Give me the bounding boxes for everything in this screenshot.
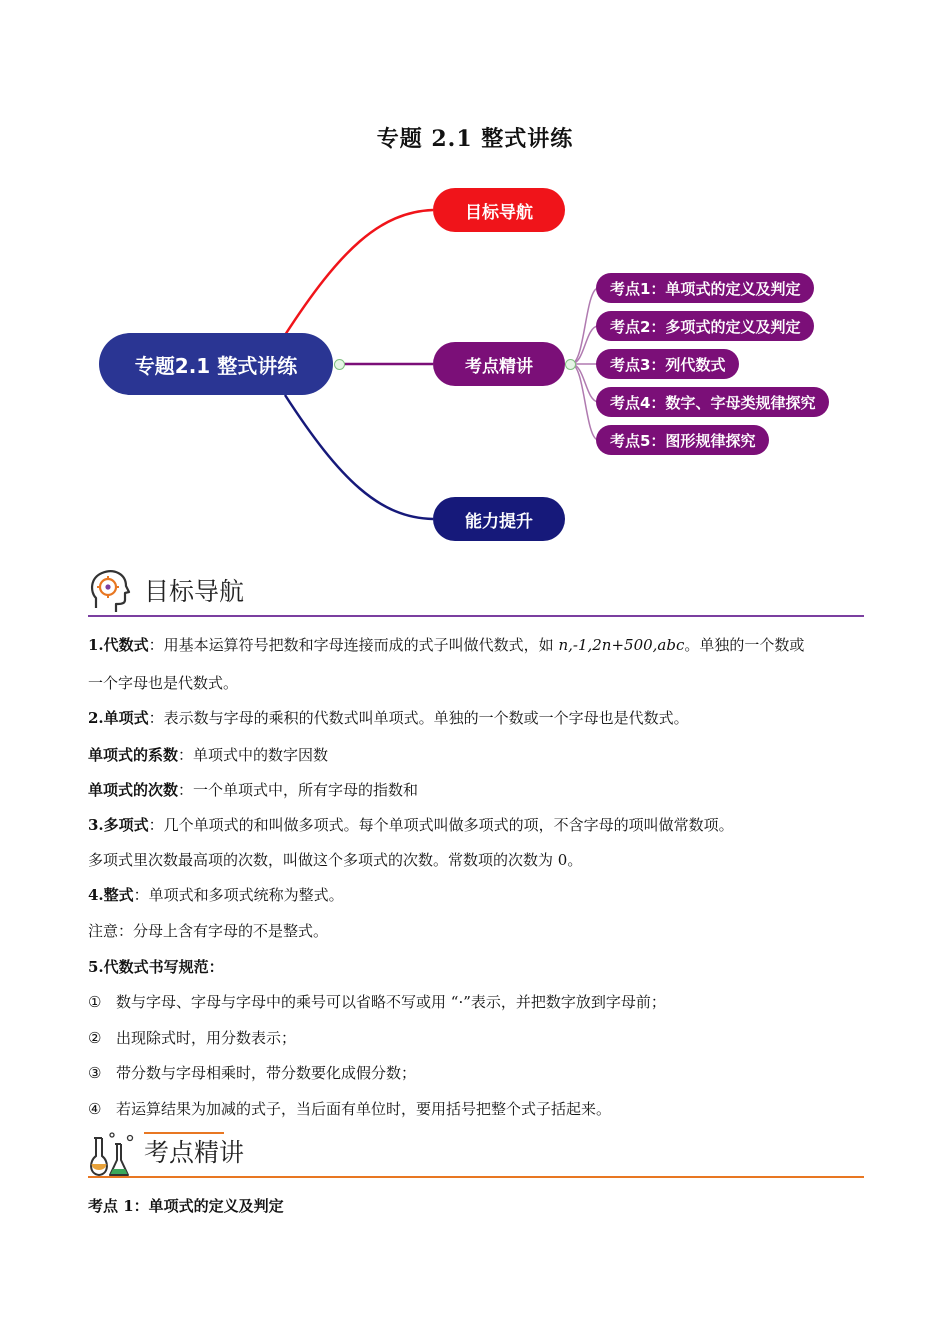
mindmap-leaf-point4: 考点4：数字、字母类规律探究	[596, 387, 829, 417]
rule-mark: ④	[88, 1100, 102, 1118]
section-points-rule	[88, 1176, 864, 1178]
def1-line2: 一个字母也是代数式。	[88, 674, 239, 692]
coef-label: 单项式的系数	[88, 746, 179, 764]
section-points-underline	[144, 1132, 224, 1134]
rule-mark: ①	[88, 993, 102, 1011]
rule-item-1	[88, 991, 666, 1012]
mindmap-points-connector-dot	[565, 359, 576, 370]
rule-text: 出现除式时，用分数表示；	[116, 1029, 297, 1047]
note-line: 注意：分母上含有字母的不是整式。	[88, 922, 329, 940]
def2-text: ：表示数与字母的乘积的代数式叫单项式。单独的一个数或一个字母也是代数式。	[148, 709, 689, 727]
def1-text-b: 。单独的一个数或	[684, 636, 805, 654]
page-title: 专题 2.1 整式讲练	[376, 126, 574, 152]
mindmap-leaf-point5: 考点5：图形规律探究	[596, 425, 769, 455]
rule-mark: ③	[88, 1064, 102, 1082]
def1-text-a: ：用基本运算符号把数和字母连接而成的式子叫做代数式，如	[148, 636, 559, 654]
mindmap-root-connector-dot	[334, 359, 345, 370]
def1-line	[88, 634, 804, 655]
def3-label: 3.多项式	[88, 816, 149, 834]
def4-text: ：单项式和多项式统称为整式。	[133, 886, 344, 904]
coef-text: ：单项式中的数字因数	[178, 746, 329, 764]
section-points-title: 考点精讲	[144, 1138, 245, 1167]
rule-item-2	[88, 1027, 296, 1048]
mindmap-branch-points: 考点精讲	[433, 342, 565, 386]
def1-example: n,-1,2n+500,abc	[558, 636, 685, 654]
def2-label: 2.单项式	[88, 709, 149, 727]
section-points-header	[88, 1128, 864, 1180]
rule-item-3	[88, 1062, 416, 1083]
degree-text: ：一个单项式中，所有字母的指数和	[178, 781, 419, 799]
rule-item-4	[88, 1098, 611, 1119]
def2-line	[88, 707, 689, 728]
def3-text: ：几个单项式的和叫做多项式。每个单项式叫做多项式的项，不含字母的项叫做常数项。	[148, 816, 734, 834]
def4-label: 4.整式	[88, 886, 134, 904]
head-brain-icon	[88, 568, 132, 616]
def1-label: 1.代数式	[88, 636, 149, 654]
def3-line	[88, 814, 734, 835]
degree-line	[88, 779, 418, 800]
def3-line2: 多项式里次数最高项的次数，叫做这个多项式的次数。常数项的次数为 0。	[88, 851, 583, 869]
mindmap-branch-ability: 能力提升	[433, 497, 565, 541]
def5-label: 5.代数式书写规范：	[88, 958, 224, 976]
mindmap-leaf-point1: 考点1：单项式的定义及判定	[596, 273, 814, 303]
rule-mark: ②	[88, 1029, 102, 1047]
mindmap-branch-goal: 目标导航	[433, 188, 565, 232]
section-goal-rule	[88, 615, 864, 617]
rule-text: 带分数与字母相乘时，带分数要化成假分数；	[116, 1064, 417, 1082]
degree-label: 单项式的次数	[88, 781, 179, 799]
mindmap-leaf-point2: 考点2：多项式的定义及判定	[596, 311, 814, 341]
section-goal-title: 目标导航	[144, 577, 245, 606]
def4-line	[88, 884, 344, 905]
rule-text: 若运算结果为加减的式子，当后面有单位时，要用括号把整个式子括起来。	[116, 1100, 612, 1118]
lab-flask-icon	[88, 1130, 138, 1180]
mindmap-root: 专题2.1 整式讲练	[99, 333, 333, 395]
point1-heading: 考点 1：单项式的定义及判定	[88, 1197, 284, 1215]
mindmap-leaf-point3: 考点3：列代数式	[596, 349, 739, 379]
section-goal-header	[88, 566, 864, 618]
rule-text: 数与字母、字母与字母中的乘号可以省略不写或用 “·”表示，并把数字放到字母前；	[116, 993, 666, 1011]
coef-line	[88, 744, 328, 765]
